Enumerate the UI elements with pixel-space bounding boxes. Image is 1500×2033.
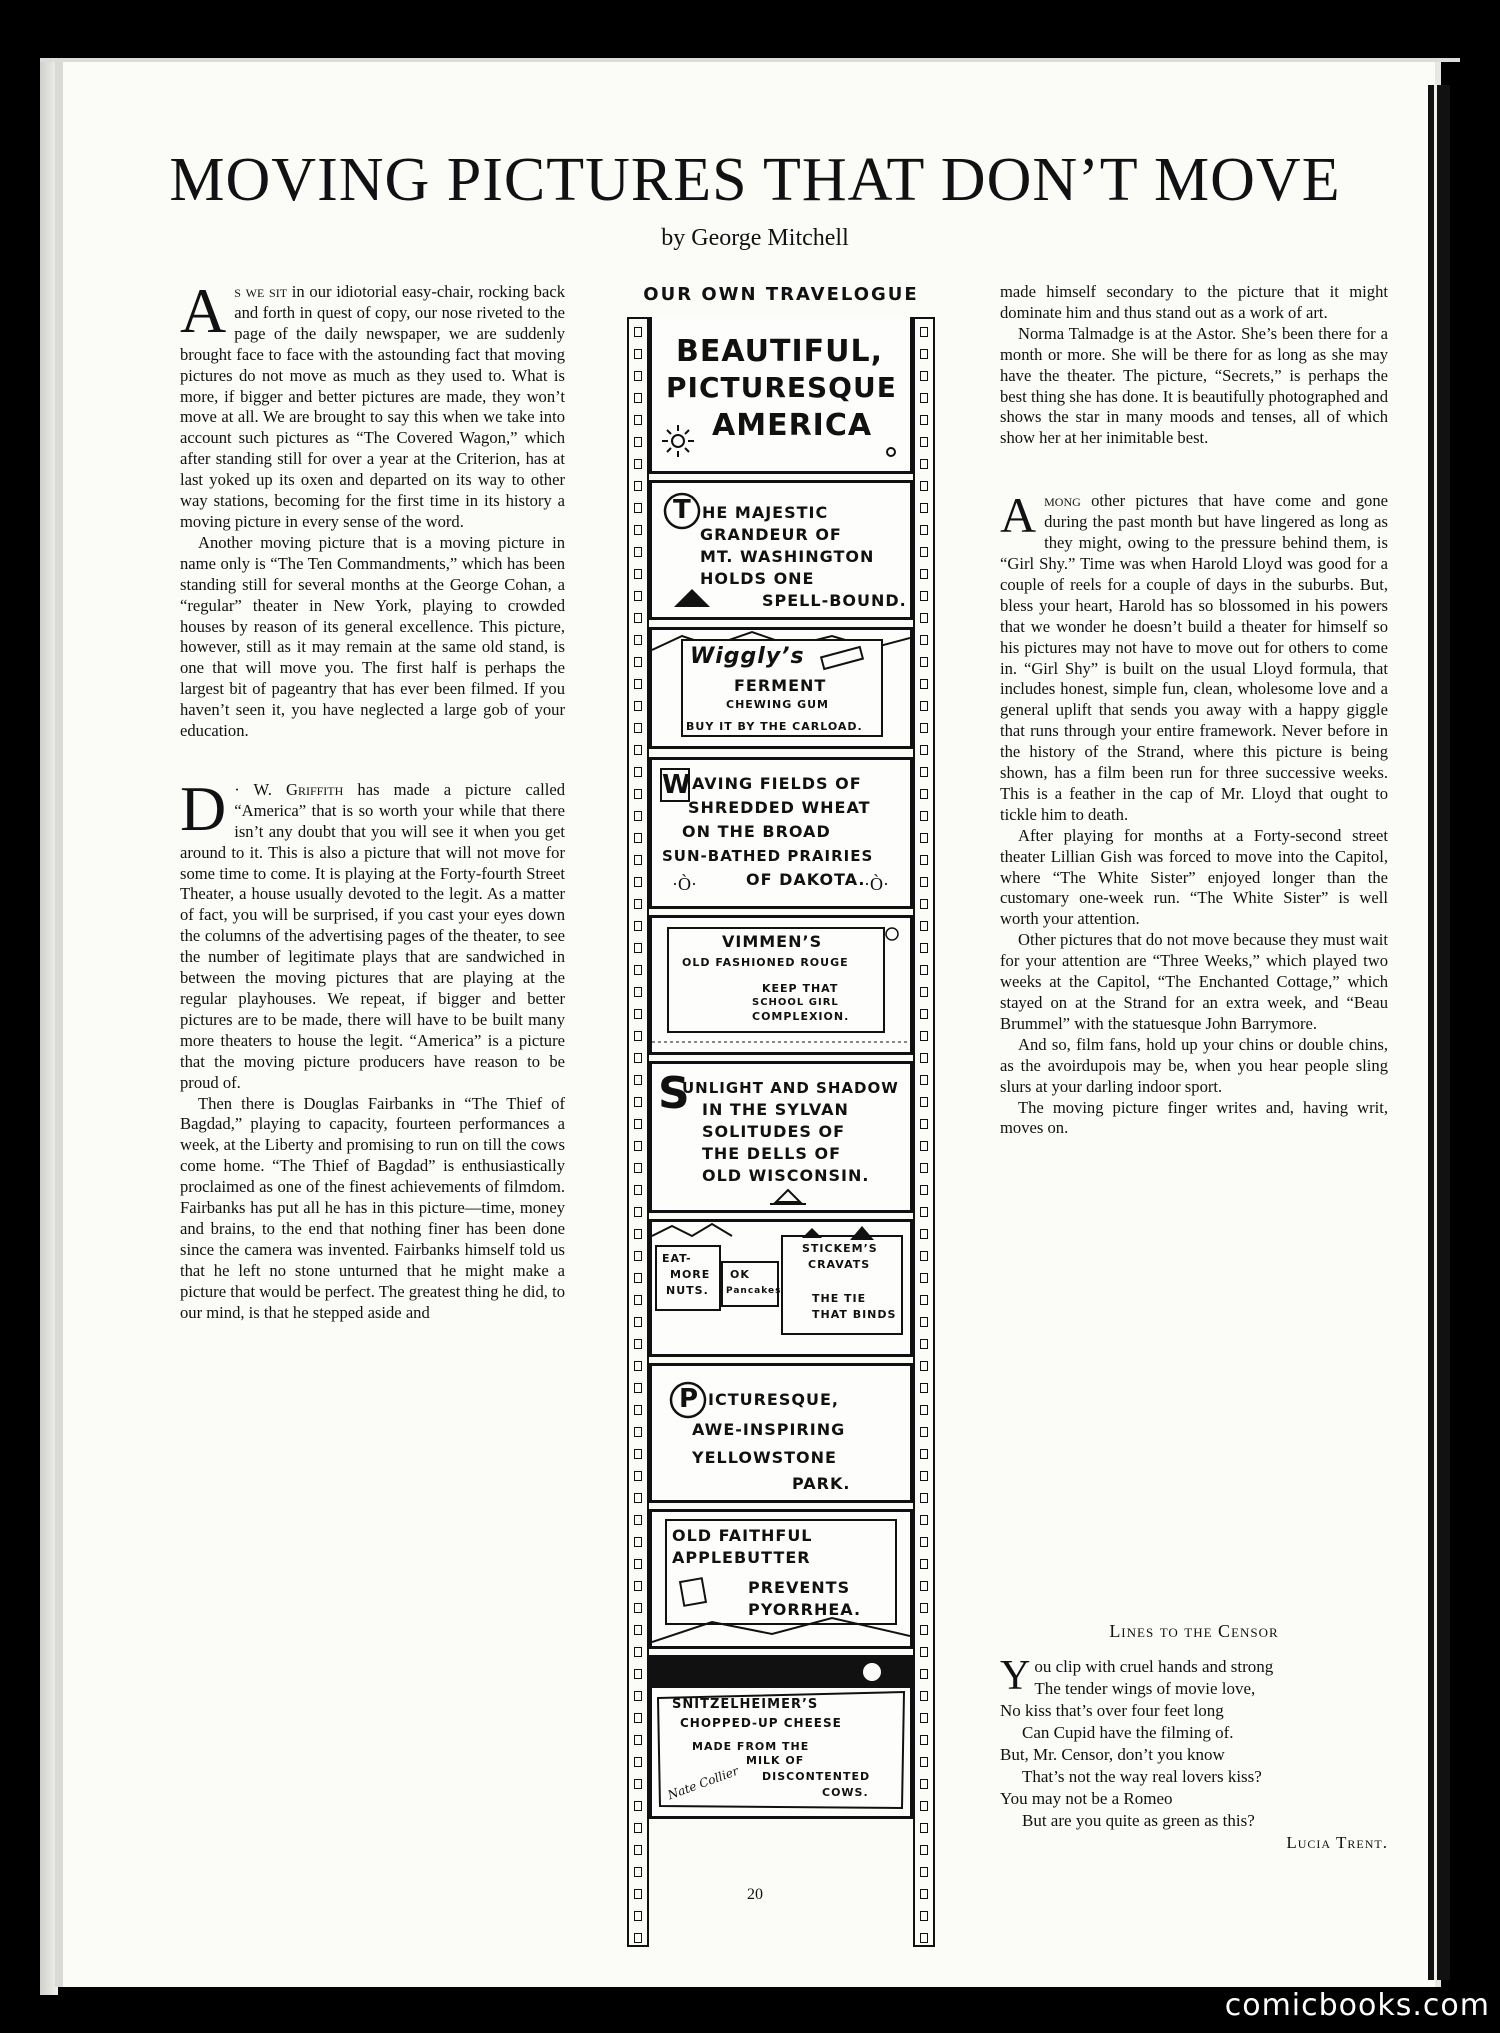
sprocket-hole [920, 481, 928, 491]
frame-old-faithful [649, 1509, 913, 1649]
frame-text-line: CRAVATS [808, 1258, 871, 1271]
sprocket-hole [634, 789, 642, 799]
sprocket-hole [634, 1625, 642, 1635]
sprocket-hole [634, 437, 642, 447]
sprocket-hole [920, 899, 928, 909]
sprocket-hole [634, 547, 642, 557]
right-paragraph-6: And so, film fans, hold up your chins or double chins, as the avoirdupois may be, when you hear people sling slurs at your darling indoor sport. [1000, 1034, 1388, 1096]
poem-line: The tender wings of movie love, [1034, 1679, 1256, 1698]
sprocket-hole [920, 1911, 928, 1921]
poem-line: But, Mr. Censor, don’t you know [1000, 1745, 1225, 1764]
sprocket-hole [634, 811, 642, 821]
sprocket-hole [634, 1295, 642, 1305]
sprocket-hole [920, 1405, 928, 1415]
frame-vimmens-rouge [649, 915, 913, 1055]
poem-line: You may not be a Romeo [1000, 1789, 1173, 1808]
frame-text-line: ICTURESQUE, [708, 1390, 839, 1409]
sprocket-hole [634, 1273, 642, 1283]
sprocket-hole [920, 1471, 928, 1481]
frame-yellowstone [649, 1363, 913, 1503]
frame-text-line: YELLOWSTONE [692, 1448, 837, 1467]
sprocket-hole [920, 1163, 928, 1173]
sprocket-hole [634, 723, 642, 733]
right-paragraph-1: made himself secondary to the picture that it might dominate him and thus stand out as a work of art. [1000, 282, 1388, 322]
travelogue-heading: OUR OWN TRAVELOGUE [643, 284, 919, 305]
sprocket-hole [634, 1031, 642, 1041]
right-paragraph-3 [1000, 487, 1388, 826]
sprocket-hole [920, 657, 928, 667]
sprocket-hole [920, 1647, 928, 1657]
sprocket-hole [634, 1339, 642, 1349]
sun-icon [658, 421, 698, 461]
sprocket-hole [634, 745, 642, 755]
sprocket-hole [634, 635, 642, 645]
sprocket-hole [920, 1295, 928, 1305]
sprocket-hole [634, 767, 642, 777]
frame-wiggly-gum [649, 627, 913, 749]
sprocket-hole [920, 745, 928, 755]
frame-shredded-wheat [649, 757, 913, 909]
sprocket-hole [634, 525, 642, 535]
frame-text-line: VIMMEN’S [722, 932, 823, 951]
sprocket-hole [920, 965, 928, 975]
frame-text-line: COMPLEXION. [752, 1010, 850, 1023]
sprocket-hole [920, 1009, 928, 1019]
frame-mt-washington [649, 480, 913, 620]
frame-text-line: EAT- [662, 1252, 692, 1265]
poem-line: Can Cupid have the filming of. [1022, 1723, 1234, 1742]
poem-line: That’s not the way real lovers kiss? [1022, 1767, 1262, 1786]
section-gap [1000, 449, 1388, 491]
sprocket-hole [634, 1603, 642, 1613]
sprocket-hole [634, 1933, 642, 1943]
frame-text-line: PREVENTS [748, 1578, 851, 1597]
page-edge-right [1428, 85, 1450, 1980]
sprocket-hole [920, 1867, 928, 1877]
frame-initial: W [662, 770, 692, 800]
sprocket-hole [920, 1053, 928, 1063]
sprocket-hole [920, 1383, 928, 1393]
sprocket-hole [920, 1537, 928, 1547]
sprocket-hole [920, 1559, 928, 1569]
frame-text-line: PYORRHEA. [748, 1600, 862, 1619]
sprocket-hole [920, 1779, 928, 1789]
paragraph-text: other pictures that have come and gone during the past month but have lingered as long as they might, owing to the pressure behind them, is “Girl Shy.” Time was when Harold Lloyd was good for a couple of reels for a couple of days in the suburbs. But, bless your heart, Harold has so blossomed in his powers that we wonder he doesn’t build a theater for himself so his pictures may not have to move out for others to come in. “Girl Shy” is built on the usual Lloyd formula, that includes honest, simple fun, clean, wholesome love and a general uplift that sends you away with a happy giggle that runs through your entire framework. Never before in the history of the Strand, where this picture is being shown, has a film been run for three successive weeks. This is a feather in the cap of Mr. Lloyd that ought to tickle him to death. [1000, 491, 1388, 824]
article-title: MOVING PICTURES THAT DON’T MOVE [169, 146, 1341, 214]
sprocket-hole [634, 1867, 642, 1877]
frame-beautiful-america [649, 317, 913, 474]
sprocket-hole [634, 1449, 642, 1459]
sprocket-hole [920, 525, 928, 535]
frame-initial: S [658, 1068, 691, 1119]
frame-text-line: MADE FROM THE [692, 1740, 810, 1753]
sprocket-hole [634, 1735, 642, 1745]
artist-signature: Nate Collier [665, 1763, 741, 1803]
frame-text-line: CHOPPED-UP CHEESE [680, 1716, 842, 1730]
sprocket-hole [920, 371, 928, 381]
copyright-circle-icon [884, 445, 898, 459]
lead-in: mong [1044, 491, 1081, 511]
frame-text-line: PARK. [792, 1474, 851, 1493]
sprocket-hole [920, 437, 928, 447]
sprocket-hole [920, 1515, 928, 1525]
sprocket-hole [634, 613, 642, 623]
sprocket-hole [920, 1251, 928, 1261]
sprocket-hole [920, 1625, 928, 1635]
sprocket-hole [634, 591, 642, 601]
right-paragraph-7: The moving picture finger writes and, having writ, moves on. [1000, 1097, 1388, 1138]
sprocket-hole [920, 613, 928, 623]
sprocket-hole [920, 1493, 928, 1503]
sprocket-hole [634, 393, 642, 403]
sprocket-hole [634, 855, 642, 865]
sprocket-hole [920, 1185, 928, 1195]
sprocket-hole [634, 1647, 642, 1657]
frame-text-line: SCHOOL GIRL [752, 997, 839, 1008]
dropcap-a: A [180, 275, 227, 346]
frame-text-line: SPELL-BOUND. [762, 591, 907, 610]
frame-text-line: PICTURESQUE [666, 371, 897, 404]
sprocket-hole [634, 1471, 642, 1481]
sprocket-hole [920, 327, 928, 337]
sprocket-hole [634, 1581, 642, 1591]
frame-initial: T [673, 495, 692, 525]
frame-text-line: THAT BINDS [812, 1308, 897, 1321]
frame-text-line: NUTS. [666, 1284, 709, 1297]
frame-snitzelheimer-cheese [649, 1655, 913, 1819]
sprocket-hole [920, 547, 928, 557]
sprocket-hole [634, 481, 642, 491]
frame-text-line: OLD FASHIONED ROUGE [682, 956, 849, 969]
frame-text-line: BUY IT BY THE CARLOAD. [686, 720, 863, 733]
sprocket-hole [634, 1669, 642, 1679]
poem-line-text: ou clip with cruel hands and strong [1034, 1657, 1274, 1676]
sprocket-hole [634, 1097, 642, 1107]
site-watermark: comicbooks.com [1224, 1988, 1490, 2023]
sprocket-hole [634, 1911, 642, 1921]
frame-text-line: UNLIGHT AND SHADOW [682, 1079, 899, 1097]
paragraph-text: has made a picture called “America” that is so worth your while that there isn’t any doubt that you will see it when you get around to it. This is also a picture that will not move for some time to come. It is playing at the Forty-fourth Street Theater, a house usually devoted to the legit. As a matter of fact, you will be surprised, if you cast your eyes down the columns of the advertising pages of the theater, to see the number of legitimate plays that are sandwiched in between the moving pictures that are playing at the regular playhouses. We repeat, if bigger and better pictures are to be made, there will have to be built many more theaters to house the legit. “America” is a picture that the moving picture producers have reason to be proud of. [180, 779, 565, 1092]
frame-text-line: AWE-INSPIRING [692, 1420, 846, 1439]
frame-text-line: STICKEM’S [802, 1242, 878, 1255]
sprocket-hole [920, 591, 928, 601]
sprocket-hole [634, 569, 642, 579]
sprocket-hole [634, 371, 642, 381]
sprocket-hole [920, 1823, 928, 1833]
sprocket-hole [634, 1119, 642, 1129]
frame-text-line: SOLITUDES OF [702, 1122, 846, 1141]
frame-wisconsin-dells [649, 1061, 913, 1213]
sprocket-hole [920, 393, 928, 403]
left-sprocket-rail [627, 317, 649, 1947]
right-column [1000, 282, 1388, 1139]
sprocket-hole [634, 503, 642, 513]
tent-icon [768, 1188, 808, 1206]
frame-text-line: CHEWING GUM [726, 698, 829, 711]
frame-text-line: SUN-BATHED PRAIRIES [662, 847, 874, 865]
frame-text-line: MILK OF [746, 1754, 805, 1767]
sprocket-hole [920, 459, 928, 469]
sprocket-hole [634, 1251, 642, 1261]
frame-text-line: Wiggly’s [690, 644, 805, 669]
sprocket-hole [920, 1097, 928, 1107]
sprocket-hole [920, 701, 928, 711]
sprocket-hole [634, 1801, 642, 1811]
sprocket-hole [634, 1207, 642, 1217]
sprocket-hole [634, 1757, 642, 1767]
sprocket-hole [920, 569, 928, 579]
frame-text-line: GRANDEUR OF [700, 525, 842, 544]
sun-icon: ·Ò· [672, 874, 697, 894]
poem-author: Lucia Trent. [1286, 1833, 1388, 1852]
sprocket-hole [634, 877, 642, 887]
sprocket-hole [634, 899, 642, 909]
sprocket-hole [634, 1229, 642, 1239]
frame-text-line: SNITZELHEIMER’S [672, 1697, 819, 1712]
frame-text-line: MORE [670, 1268, 711, 1281]
frame-initial: P [679, 1384, 700, 1414]
sprocket-hole [634, 327, 642, 337]
frame-text-line: FERMENT [734, 676, 827, 695]
sprocket-hole [634, 987, 642, 997]
sprocket-hole [920, 1361, 928, 1371]
sprocket-hole [920, 1691, 928, 1701]
sprocket-hole [920, 789, 928, 799]
sprocket-hole [920, 1933, 928, 1943]
frame-text-line: OF DAKOTA. [746, 870, 866, 889]
frame-text-line: ON THE BROAD [682, 822, 831, 841]
sprocket-hole [920, 1317, 928, 1327]
sprocket-hole [920, 723, 928, 733]
right-paragraph-5: Other pictures that do not move because they must wait for your attention are “Three Weeks,” which played two weeks at the Capitol, “The Enchanted Cottage,” which stayed on at the Strand for an extra week, and “Beau Brummel” with the statuesque John Barrymore. [1000, 930, 1388, 1033]
sprocket-hole [634, 1845, 642, 1855]
sprocket-hole [920, 1669, 928, 1679]
sprocket-hole [920, 811, 928, 821]
poem-line: No kiss that’s over four feet long [1000, 1701, 1224, 1720]
sprocket-hole [920, 503, 928, 513]
right-paragraph-4: After playing for months at a Forty-second street theater Lillian Gish was forced to move into the Capitol, where “The White Sister” enjoyed longer than the customary one-week run. “The White Sister” is well worth your attention. [1000, 825, 1388, 929]
left-paragraph-1 [180, 275, 565, 533]
poem-line: But are you quite as green as this? [1022, 1811, 1255, 1830]
frame-text-line: OK [730, 1268, 750, 1281]
sprocket-hole [920, 1801, 928, 1811]
frame-text-line: COWS. [822, 1786, 869, 1799]
filmstrip-cartoon [627, 317, 935, 1947]
sprocket-hole [920, 1427, 928, 1437]
sprocket-hole [920, 1207, 928, 1217]
frame-text-line: AMERICA [712, 408, 873, 443]
dropcap-a: A [1000, 487, 1037, 544]
frame-text-line: THE DELLS OF [702, 1144, 842, 1163]
poem-title: Lines to the Censor [1109, 1621, 1279, 1641]
sprocket-hole [634, 1427, 642, 1437]
frame-text-line: OLD FAITHFUL [672, 1526, 813, 1545]
sprocket-hole [920, 855, 928, 865]
sprocket-hole [634, 1141, 642, 1151]
section-gap [180, 742, 565, 780]
sprocket-hole [920, 1603, 928, 1613]
right-paragraph-2: Norma Talmadge is at the Astor. She’s been there for a month or more. She will be there for as long as she may have the theater. The picture, “Secrets,” is perhaps the best thing she has done. It is beautifully photographed and shows the star in many moods and tenses, all of which show her at her inimitable best. [1000, 323, 1388, 448]
sprocket-hole [634, 701, 642, 711]
sprocket-hole [634, 1493, 642, 1503]
sprocket-hole [920, 415, 928, 425]
lead-in: · W. Griffith [234, 779, 344, 799]
sprocket-hole [634, 921, 642, 931]
sprocket-hole [920, 1889, 928, 1899]
lead-in: s we sit [234, 282, 288, 301]
sprocket-hole [920, 1339, 928, 1349]
frame-text-line: IN THE SYLVAN [702, 1100, 849, 1119]
sprocket-hole [920, 1449, 928, 1459]
sprocket-hole [634, 1075, 642, 1085]
mountain-icon [672, 587, 712, 611]
paragraph-text: in our idiotorial easy-chair, rocking back and forth in quest of copy, our nose riveted to the page of the daily newspaper, we are suddenly brought face to face with the astounding fact that moving pictures do not move as much as they used to. What is more, if bigger and better pictures are made, they won’t move at all. We are brought to say this when we take into account such pictures as “The Covered Wagon,” which after standing still for over a year at the Criterion, has at last yoked up its oxen and departed on its way to other way stations, becoming for the first time in its history a moving picture in every sense of the word. [180, 282, 565, 531]
sprocket-hole [920, 1757, 928, 1767]
sprocket-hole [634, 965, 642, 975]
sprocket-hole [634, 1163, 642, 1173]
sprocket-hole [920, 1845, 928, 1855]
page-number: 20 [747, 1886, 763, 1903]
sprocket-hole [634, 943, 642, 953]
frame-text-line: AVING FIELDS OF [692, 774, 862, 793]
filmstrip-frames [649, 317, 913, 1947]
frame-roadside-signs [649, 1219, 913, 1357]
frame-text-line: BEAUTIFUL, [676, 334, 884, 369]
sprocket-hole [920, 877, 928, 887]
sprocket-hole [920, 767, 928, 777]
sprocket-hole [920, 635, 928, 645]
sprocket-hole [920, 1713, 928, 1723]
sprocket-hole [920, 1581, 928, 1591]
sprocket-hole [634, 1053, 642, 1063]
dropcap-y: Y [1000, 1653, 1031, 1699]
sprocket-hole [634, 1691, 642, 1701]
sprocket-hole [634, 833, 642, 843]
sprocket-hole [920, 1119, 928, 1129]
sprocket-hole [634, 1009, 642, 1019]
sprocket-hole [920, 1031, 928, 1041]
frame-text-line: OLD WISCONSIN. [702, 1166, 870, 1185]
sprocket-hole [920, 1735, 928, 1745]
right-sprocket-rail [913, 317, 935, 1947]
sprocket-hole [634, 1779, 642, 1789]
sprocket-hole [634, 1185, 642, 1195]
frame-text-line: APPLEBUTTER [672, 1548, 811, 1567]
frame-text-line: SHREDDED WHEAT [688, 798, 871, 817]
article-byline: by George Mitchell [661, 225, 849, 251]
frame-text-line: DISCONTENTED [762, 1770, 871, 1783]
left-paragraph-2: Another moving picture that is a moving picture in name only is “The Ten Commandments,” which has been standing still for several months at the George Cohan, a “regular” theater in New York, playing to crowded houses by reason of its general excellence. This picture, however, still as it may remain at the same old stand, is one that will move you. The first half is perhaps the largest bit of pageantry that has ever been filmed. If you haven’t seen it, you have neglected a large gob of your education. [180, 532, 565, 741]
left-paragraph-3 [180, 772, 565, 1094]
frame-text-line: MT. WASHINGTON [700, 547, 875, 566]
sprocket-hole [634, 415, 642, 425]
sprocket-hole [634, 657, 642, 667]
sprocket-hole [920, 987, 928, 997]
sprocket-hole [634, 1823, 642, 1833]
sprocket-hole [920, 943, 928, 953]
frame-text-line: THE TIE [812, 1292, 867, 1305]
dropcap-d: D [180, 772, 227, 844]
sprocket-hole [634, 1383, 642, 1393]
sprocket-hole [634, 1515, 642, 1525]
frame-text-line: HOLDS ONE [700, 569, 815, 588]
poem-lines-to-the-censor [1000, 1620, 1388, 1854]
frame-text-line: KEEP THAT [762, 982, 839, 995]
sprocket-hole [920, 921, 928, 931]
sprocket-hole [920, 679, 928, 689]
sprocket-hole [920, 1273, 928, 1283]
sprocket-hole [634, 1405, 642, 1415]
sprocket-hole [920, 833, 928, 843]
sprocket-hole [634, 679, 642, 689]
sprocket-hole [634, 1713, 642, 1723]
sprocket-hole [920, 349, 928, 359]
sprocket-hole [634, 459, 642, 469]
sprocket-hole [634, 1559, 642, 1569]
sprocket-hole [634, 1317, 642, 1327]
sun-icon: ·Ò· [864, 874, 889, 894]
sprocket-hole [920, 1141, 928, 1151]
left-paragraph-4: Then there is Douglas Fairbanks in “The Thief of Bagdad,” playing to capacity, fourteen performances a week, at the Liberty and promising to run on till the cows come home. “The Thief of Bagdad” is enthusiastically proclaimed as one of the finest achievements of filmdom. Fairbanks has put all he has in this picture—time, money and brains, to the end that nothing finer has been done since the camera was invented. Fairbanks himself told us that he left no stone unturned that he might make a picture that would be perfect. The greatest thing he did, to our mind, is that he stepped aside and [180, 1093, 565, 1322]
sprocket-hole [634, 1889, 642, 1899]
frame-text-line: Pancakes [726, 1286, 782, 1296]
frame-text-line: HE MAJESTIC [702, 503, 829, 522]
sprocket-hole [634, 1361, 642, 1371]
sprocket-hole [634, 1537, 642, 1547]
left-column [180, 275, 565, 1324]
sprocket-hole [634, 349, 642, 359]
sprocket-hole [920, 1229, 928, 1239]
sprocket-hole [920, 1075, 928, 1085]
